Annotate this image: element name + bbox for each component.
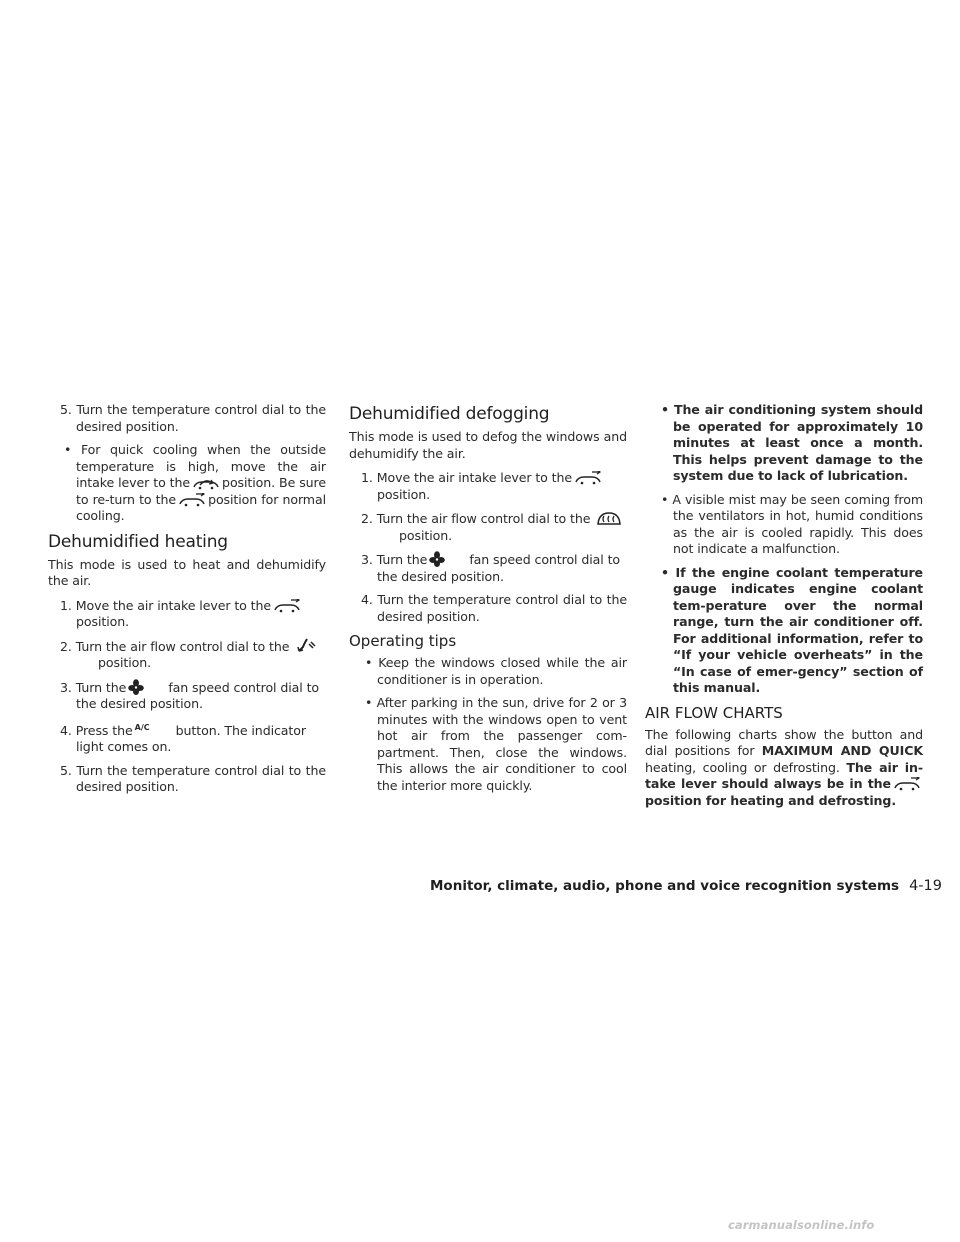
intro-dehumidified-heating: This mode is used to heat and dehumidify the air. <box>48 556 326 588</box>
step-text: Turn the air flow control dial to the <box>75 638 290 654</box>
step-text: Press the <box>75 722 133 738</box>
step-text: Turn the temperature control dial to the desired position. <box>76 762 326 794</box>
defrost-icon <box>596 510 622 526</box>
warning-lubrication: • The air conditioning system should be operated for approximately 10 minutes at least once a month. This helps prevent damage to the system due to lack of lubrication. <box>661 402 924 483</box>
step-number: 3. <box>361 552 373 567</box>
bullet-text: Keep the windows closed while the air conditioner is in operation. <box>377 655 627 687</box>
bullet-quick-cooling: • For quick cooling when the outside temperature is high, move the air intake lever to the position. Be sure to re-turn to the position for normal cooling. <box>64 442 327 523</box>
intro-dehumidified-defogging: This mode is used to defog the windows and dehumidify the air. <box>349 429 627 461</box>
bullet-text: After parking in the sun, drive for 2 or 3 minutes with the windows open to vent hot air from the passenger com-partment. Then, close the windows. This allows the air conditioner to cool the interior more quickly. <box>376 695 627 793</box>
air-flow-charts-intro <box>645 727 923 810</box>
step-text: Turn the temperature control dial to the desired position. <box>377 592 627 624</box>
fan-icon <box>128 679 144 695</box>
step-text: Turn the <box>376 552 428 567</box>
step-number: 2. <box>60 638 72 654</box>
column-left <box>48 402 326 803</box>
step-text: position. <box>98 655 151 670</box>
intro-emphasis: MAXIMUM AND QUICK <box>761 743 923 758</box>
heating-step-5 <box>48 763 326 796</box>
step-number: 1. <box>361 470 373 485</box>
bullet-text: position for normal cooling. <box>76 491 326 523</box>
defog-step-2 <box>349 510 627 544</box>
heading-dehumidified-heating: Dehumidified heating <box>48 531 228 552</box>
outside-air-icon <box>178 493 206 507</box>
step-text: position. <box>399 527 452 543</box>
ac-button-icon: A/C <box>134 722 150 732</box>
fan-icon <box>429 551 445 567</box>
warning-coolant-temperature: • If the engine coolant temperature gauge indicates engine coolant tem-perature over the normal range, turn the air conditioner off. For additional information, refer to “If your vehicle overheats” in the “In case of emer-gency” section of this manual. <box>661 564 923 695</box>
heading-dehumidified-defogging: Dehumidified defogging <box>349 404 550 424</box>
floor-vent-icon <box>295 638 317 654</box>
tip-parking-sun: • After parking in the sun, drive for 2 or 3 minutes with the windows open to vent hot air from the passenger com-partment. Then, close the windows. This allows the air conditioner to cool the interior more quickly. <box>365 695 627 793</box>
defog-step-1 <box>349 470 627 503</box>
step-text: button. The indicator light comes on. <box>76 722 306 754</box>
outside-air-icon <box>893 777 921 791</box>
tip-windows-closed: • Keep the windows closed while the air conditioner is in operation. <box>365 655 627 687</box>
step-text: Turn the air flow control dial to the <box>376 511 591 526</box>
page-number: 4-19 <box>909 878 942 894</box>
step-number: 4. <box>361 592 373 607</box>
step-5-temperature <box>48 402 326 435</box>
heating-step-2 <box>48 638 326 672</box>
step-number: 4. <box>60 722 72 738</box>
page-footer <box>430 878 942 894</box>
column-right <box>645 402 923 817</box>
step-text: Move the air intake lever to the <box>75 597 272 613</box>
section-title: Monitor, climate, audio, phone and voice recognition systems <box>430 878 900 894</box>
heading-operating-tips: Operating tips <box>349 632 457 650</box>
bullet-text: The air conditioning system should be operated for approximately 10 minutes at least once a month. This helps prevent damage to the system due to lack of lubrication. <box>673 402 924 483</box>
intro-emphasis: position for heating and defrosting. <box>645 792 897 808</box>
heating-step-1 <box>48 598 326 631</box>
step-text: fan speed control dial to the desired position. <box>377 552 621 584</box>
heating-step-4 <box>48 720 326 756</box>
bullet-text: If the engine coolant temperature gauge indicates engine coolant tem-perature over the normal range, turn the air conditioner off. For additional information, refer to “If your vehicle overheats” in the “In case of emer-gency” section of this manual. <box>673 564 923 695</box>
step-number: 5. <box>60 762 72 778</box>
defog-step-4 <box>349 592 627 625</box>
step-number: 2. <box>361 511 373 526</box>
outside-air-icon <box>273 599 301 613</box>
outside-air-icon <box>574 471 602 485</box>
bullet-text: position. Be sure to re-turn to the <box>76 475 326 507</box>
step-number: 1. <box>60 597 72 613</box>
step-text: Turn the <box>75 679 127 695</box>
watermark: carmanualsonline.info <box>728 1218 875 1232</box>
step-number: 5. <box>60 402 72 417</box>
defog-step-3 <box>349 551 627 585</box>
note-visible-mist: • A visible mist may be seen coming from the ventilators in hot, humid conditions as the air is cooled rapidly. This does not indicate a malfunction. <box>661 491 923 556</box>
heating-step-3 <box>48 679 326 713</box>
step-text: fan speed control dial to the desired position. <box>76 679 320 711</box>
column-middle <box>349 402 627 801</box>
step-text: position. <box>377 486 430 502</box>
intro-text: The following charts show the button and dial positions for <box>645 726 923 758</box>
intro-text: heating, cooling or defrosting. <box>645 759 840 775</box>
step-number: 3. <box>60 679 72 695</box>
recirculated-air-icon <box>192 476 220 490</box>
intro-emphasis: The air in-take lever should always be in the <box>645 759 923 791</box>
step-text: position. <box>76 614 129 629</box>
bullet-text: A visible mist may be seen coming from the ventilators in hot, humid conditions as the air is cooled rapidly. This does not indicate a malfunction. <box>672 491 923 556</box>
step-text: Turn the temperature control dial to the desired position. <box>76 402 326 434</box>
bullet-text: For quick cooling when the outside temperature is high, move the air intake lever to the <box>76 442 327 490</box>
step-text: Move the air intake lever to the <box>376 470 573 485</box>
heading-air-flow-charts: AIR FLOW CHARTS <box>645 703 783 722</box>
